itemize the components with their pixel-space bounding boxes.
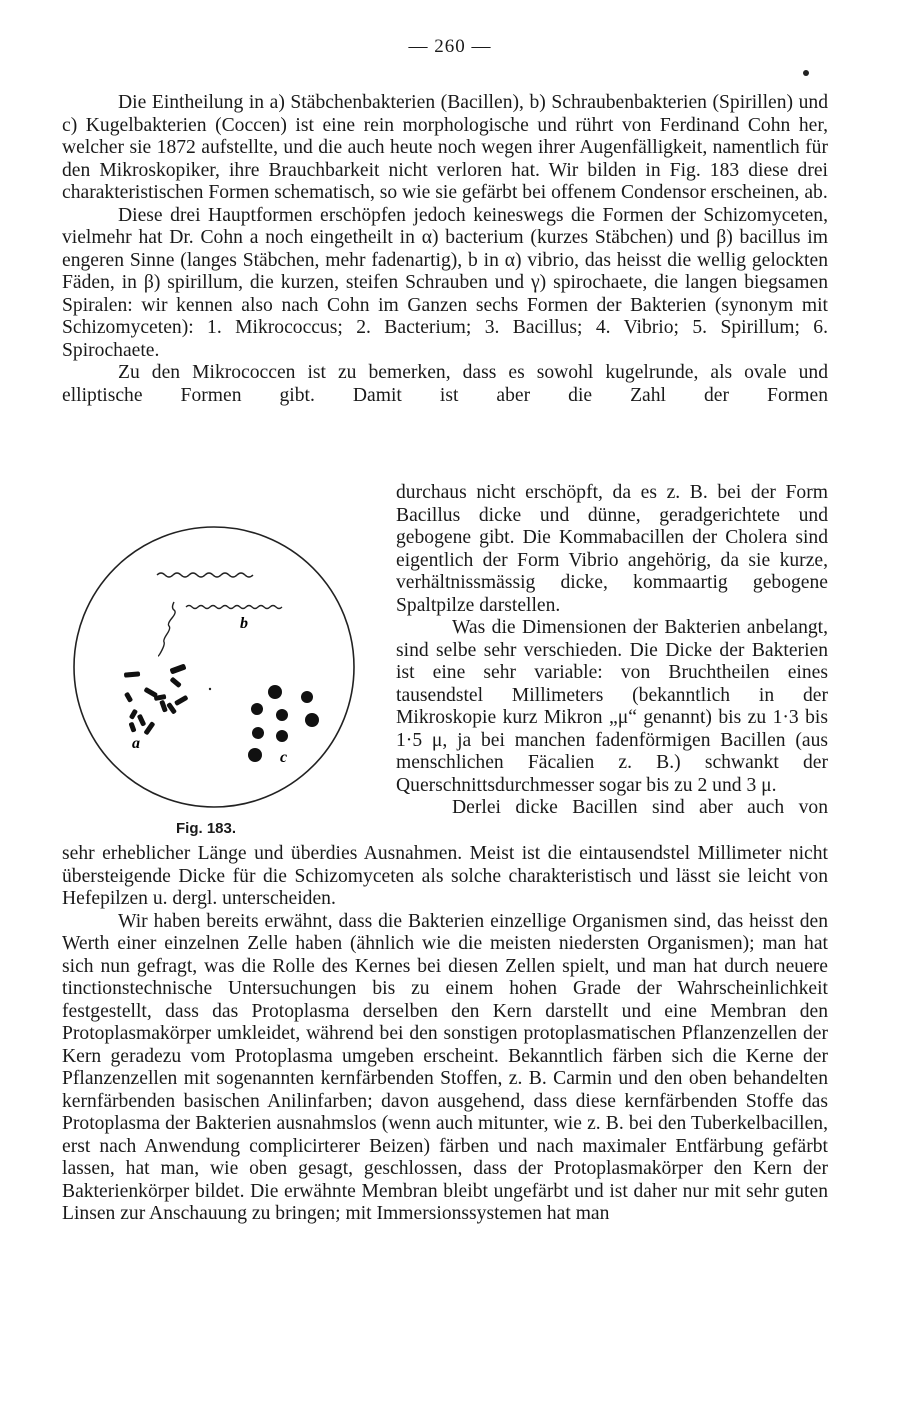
paragraph: Die Eintheilung in a) Stäbchenbakterien (Bacillen), b) Schraubenbakterien (Spirillen) und c) Kugelbakterien (Coccen) ist eine rein morphologische und rührt von Ferdinand Cohn her, welcher sie 1872 aufstellte, und die auch heute noch wegen ihrer Augenfälligkeit, namentlich für den Mikroskopiker, ihre Brauchbarkeit nicht verloren hat. Wir bilden in Fig. 183 diese drei charakteristischen Formen schematisch, so wie sie gefärbt bei offenem Condensor erscheinen, ab. — [62, 92, 828, 203]
paragraph: Wir haben bereits erwähnt, dass die Bakterien einzellige Organismen sind, das heisst den Werth einer einzelnen Zelle haben (ähnlich wie die meisten niedersten Organismen); man hat sich nun gefragt, was die Rolle des Kernes bei diesen Zellen spielt, und man hat durch neuere tinctionstechnische Untersuchungen bis zu einem hohen Grade der Wahrscheinlichkeit festgestellt, dass das Protoplasma derselben den Kern darstellt und eine Membran den Protoplasmakörper umkleidet, während bei den sonstigen protoplasmatischen Pflanzenzellen der Kern geradezu vom Protoplasma umgeben erscheint. Bekanntlich färben sich die Kerne der Pflanzenzellen mit sogenannten kernfärbenden Stoffen, z. B. Carmin und den oben behandelten kernfärbenden basischen Anilinfarben; davon ausgehend, dass diese kernfärbenden Stoffe das Protoplasma der Bakterien ausnahmslos (wenn auch mitunter, wie z. B. bei den Tuberkelbacillen, erst nach Anwendung complicirterer Beizen) färben und nach maximaler Entfärbung gefärbt lassen, hat man, wie oben gesagt, geschlossen, dass der Protoplasmakörper den Kern der Bakterienkörper bildet. Die erwähnte Membran bleibt ungefärbt und ist daher nur mit sehr guten Linsen zur Anschauung zu bringen; mit Immersionssystemen hat man — [62, 910, 828, 1224]
figure-183 — [62, 520, 392, 840]
paragraph: Zu den Mikrococcen ist zu bemerken, dass es sowohl kugelrunde, als ovale und elliptische Formen gibt. Damit ist aber die Zahl der Formen — [62, 362, 828, 406]
spirillum-mark — [186, 606, 282, 609]
text-block-bottom — [62, 843, 828, 1226]
paragraph: durchaus nicht erschöpft, da es z. B. bei der Form Bacillus dicke und dünne, geradgerichtete und gebogene gibt. Die Kommabacillen der Cholera sind eigentlich der Form Vibrio angehörig, da sie kurze, verhältnissmässig dicke, kommaartig gebogene Spaltpilze darstellen. — [396, 482, 828, 616]
vibrio-mark — [158, 602, 175, 656]
figure-label-a: a — [132, 735, 140, 752]
figure-caption: Fig. 183. — [176, 820, 237, 837]
figure-label-c: c — [280, 749, 288, 766]
spirochaete-mark — [157, 573, 253, 577]
text-block-top — [62, 92, 828, 407]
paragraph: Diese drei Hauptformen erschöpfen jedoch keineswegs die Formen der Schizomyceten, vielmehr hat Dr. Cohn a noch eingetheilt in α) bacterium (kurzes Stäbchen) und β) bacillus im engeren Sinne (langes Stäbchen, mehr fadenartig), b in α) vibrio, das heisst die wellig gelockten Fäden, in β) spirillum, die kurzen, steifen Schrauben und γ) spirochaete, die langen biegsamen Spiralen: wir kennen also nach Cohn im Ganzen sechs Formen der Bakterien (synonym mit Schizomyceten): 1. Mikrococcus; 2. Bacterium; 3. Bacillus; 4. Vibrio; 5. Spirillum; 6. Spirochaete. — [62, 204, 828, 361]
figure-label-b: b — [240, 615, 248, 632]
microscope-field-circle — [74, 527, 354, 807]
bacteria-forms-illustration — [62, 520, 392, 840]
bacilli-group-a — [124, 663, 189, 735]
paragraph: Was die Dimensionen der Bakterien anbelangt, sind selbe sehr verschieden. Die Dicke der Bakterien ist eine sehr variable: von Bruchtheilen eines tausendstel Millimeters (bekanntlich in der Mikroskopie kurz Mikron „μ“ genannt) bis zu 1·3 bis 1·5 μ, ja bei manchen fadenförmigen Bacillen (aus menschlichen Fäcalien z. B.) schwankt der Querschnittsdurchmesser sogar bis zu 2 und 3 μ. — [396, 617, 828, 796]
text-block-wrap — [396, 482, 828, 820]
page-number: — 260 — — [408, 36, 492, 57]
speck — [209, 688, 211, 690]
ink-dot — [803, 70, 809, 76]
paragraph: sehr erheblicher Länge und überdies Ausnahmen. Meist ist die eintausendstel Millimeter nicht übersteigende Dicke für die Schizomyceten als solche charakteristisch und lässt sie leicht von Hefepilzen u. dergl. unterscheiden. — [62, 843, 828, 909]
paragraph: Derlei dicke Bacillen sind aber auch von — [452, 797, 828, 818]
